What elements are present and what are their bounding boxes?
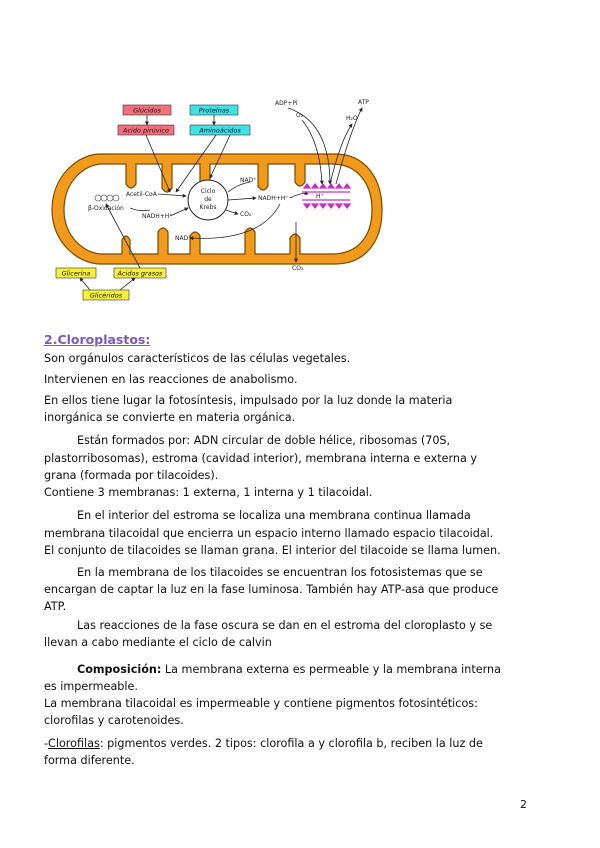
krebs-label-2: de bbox=[204, 196, 212, 203]
mitochondria-diagram bbox=[40, 92, 390, 310]
atp-label: ATP bbox=[358, 99, 369, 106]
paragraph-4-line-2: plastorribosomas), estroma (cavidad interior), membrana interna e externa y bbox=[44, 452, 477, 465]
paragraph-5: Contiene 3 membranas: 1 externa, 1 interna y 1 tilacoidal. bbox=[44, 486, 373, 499]
paragraph-1: Son orgánulos característicos de las células vegetales. bbox=[44, 352, 351, 365]
paragraph-3-line-2: inorgánica se convierte en materia orgánica. bbox=[44, 411, 296, 424]
h-plus-label: H⁺ bbox=[316, 193, 324, 200]
clorofilas-term: Clorofilas bbox=[48, 737, 100, 750]
paragraph-11-line-1 bbox=[44, 735, 556, 752]
nad-top-label: NAD⁺ bbox=[240, 177, 257, 184]
paragraph-9-line-2: es impermeable. bbox=[44, 680, 138, 693]
paragraph-8-line-1: Las reacciones de la fase oscura se dan en el estroma del cloroplasto y se bbox=[77, 619, 493, 632]
paragraph-7-line-1: En la membrana de los tilacoides se encuentran los fotosistemas que se bbox=[77, 566, 483, 579]
paragraph-6-line-1: En el interior del estroma se localiza una membrana continua llamada bbox=[77, 509, 471, 522]
co2-mid-label: CO₂ bbox=[240, 211, 252, 218]
paragraph-10-line-1: La membrana tilacoidal es impermeable y contiene pigmentos fotosintéticos: bbox=[44, 697, 478, 710]
paragraph-3-line-1: En ellos tiene lugar la fotosíntesis, impulsado por la luz donde la materia bbox=[44, 394, 453, 407]
paragraph-2: Intervienen en las reacciones de anabolismo. bbox=[44, 373, 298, 386]
beta-oxidacion-label: β-Oxidación bbox=[88, 205, 124, 212]
clorofilas-text: : pigmentos verdes. 2 tipos: clorofila a y clorofila b, reciben la luz de bbox=[99, 737, 483, 750]
paragraph-6-line-2: membrana tilacoidal que encierra un espacio interno llamado espacio tilacoidal. bbox=[44, 527, 494, 540]
composicion-label: Composición: bbox=[77, 663, 162, 676]
paragraph-11-line-2: forma diferente. bbox=[44, 754, 135, 767]
glucidos-label: Glúcidos bbox=[133, 106, 161, 115]
paragraph-10-line-2: clorofilas y carotenoides. bbox=[44, 714, 184, 727]
nadh-left-label: NADH+H⁺ bbox=[142, 213, 173, 220]
paragraph-7-line-3: ATP. bbox=[44, 600, 67, 613]
dash: - bbox=[44, 737, 49, 750]
composicion-text: La membrana externa es permeable y la membrana interna bbox=[161, 663, 501, 676]
h2o-label: H₂O bbox=[346, 115, 358, 122]
section-title: 2.Cloroplastos: bbox=[44, 332, 151, 347]
aminoacidos-label: Aminoácidos bbox=[199, 126, 241, 135]
krebs-label-1: Ciclo bbox=[200, 188, 216, 195]
acetil-coa-label: Acetil-CoA bbox=[126, 191, 157, 198]
nad-bottom-label: NAD⁺ bbox=[175, 235, 192, 242]
paragraph-7-line-2: encargan de captar la luz en la fase luminosa. También hay ATP-asa que produce bbox=[44, 583, 499, 596]
paragraph-4-line-3: grana (formada por tilacoides). bbox=[44, 469, 219, 482]
paragraph-6-line-3: El conjunto de tilacoides se llaman grana. El interior del tilacoide se llama lumen. bbox=[44, 544, 501, 557]
nadh-right-label: NADH+H⁺ bbox=[258, 195, 289, 202]
page-number: 2 bbox=[520, 798, 527, 811]
krebs-label-3: Krebs bbox=[199, 204, 217, 211]
paragraph-4-line-1: Están formados por: ADN circular de doble hélice, ribosomas (70S, bbox=[77, 434, 451, 447]
paragraph-9-line-1 bbox=[44, 661, 556, 678]
gliceridos-label: Glicéridos bbox=[89, 291, 123, 300]
co2-bottom-label: CO₂ bbox=[292, 265, 304, 272]
o2-label: O₂ bbox=[296, 112, 304, 119]
adp-pi-label: ADP+Pi bbox=[275, 100, 298, 107]
acidos-grasos-label: Ácidos grasos bbox=[117, 269, 163, 278]
paragraph-8-line-2: llevan a cabo mediante el ciclo de calvin bbox=[44, 636, 272, 649]
glicerina-label: Glicerina bbox=[61, 269, 91, 278]
proteinas-label: Proteínas bbox=[198, 106, 230, 115]
acido-piruvico-label: Acido pirúvico bbox=[123, 126, 169, 135]
